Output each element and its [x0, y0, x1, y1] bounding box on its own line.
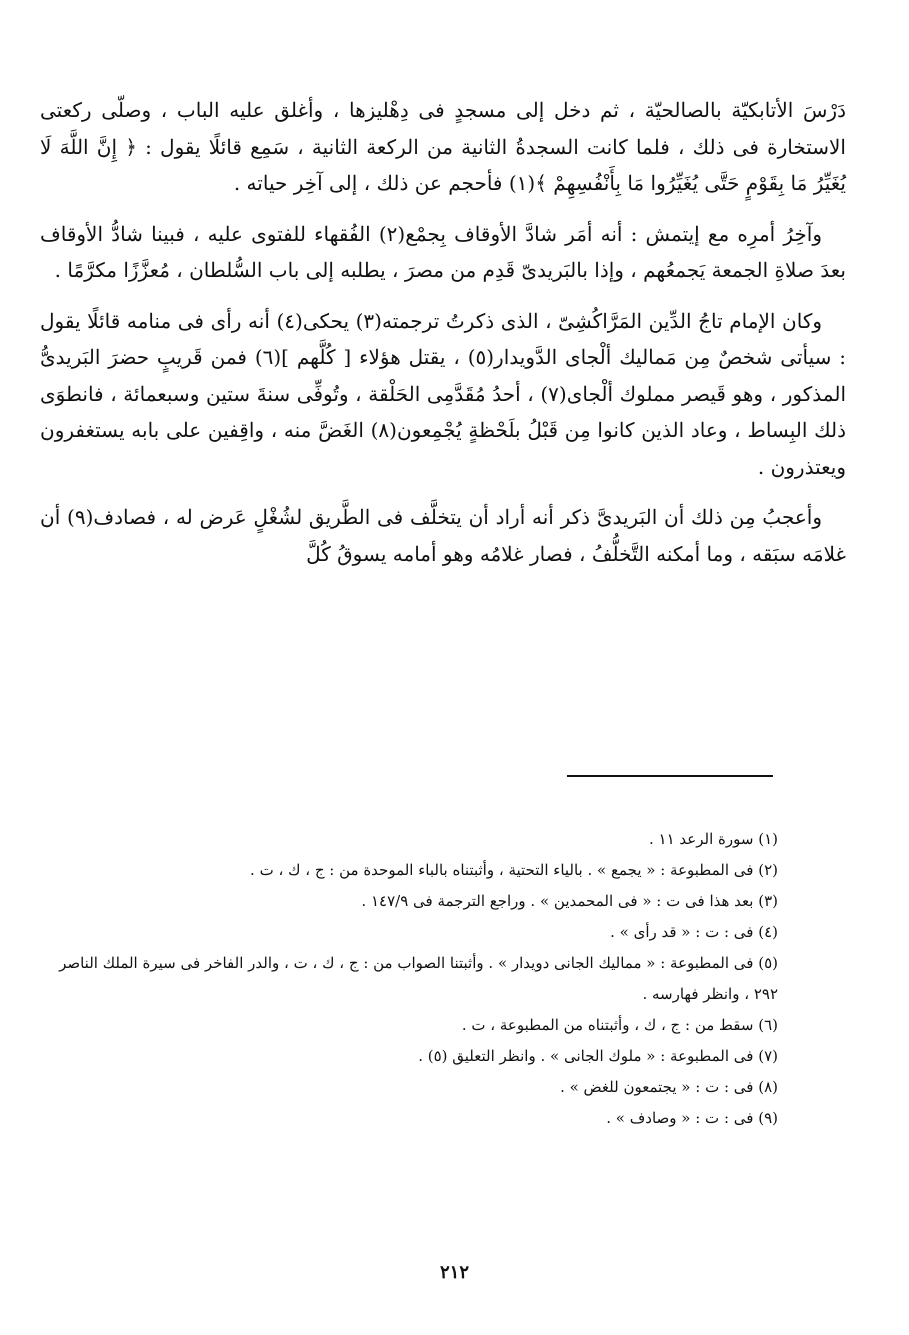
main-text: [40, 92, 846, 586]
footnote-8: (٨) فى : ت : « يجتمعون للغض » .: [560, 1078, 778, 1096]
footnote-4: (٤) فى : ت : « قد رأى » .: [610, 923, 778, 941]
paragraph-3: وكان الإمام تاجُ الدِّين المَرَّاكُشِىّ ، الذى ذكرتُ ترجمته(٣) يحكى(٤) أنه رأى فى منامه قائلًا يقول : سيأتى شخصٌ مِن مَماليك ألْجاى الدَّويدار(٥) ، يقتل هؤلاء [ كُلَّهم ](٦) فمن قَريبٍ حضرَ البَريدىُّ المذكور ، وهو قَيصر مملوك ألْجاى(٧) ، أحدُ مُقَدَّمِى الحَلْقة ، وتُوفِّى سنةَ ستين وسبعمائة ، فانطوَى ذلك البِساط ، وعاد الذين كانوا مِن قَبْلُ بلَحْظةٍ يُجْمِعون(٨) الغَضَّ منه ، واقِفين على بابه يستغفرون ويعتذرون .: [40, 308, 846, 479]
paragraph-1: دَرْسَ الأتابكيّة بالصالحيّة ، ثم دخل إلى مسجدٍ فى دِهْليزها ، وأغلق عليه الباب ، وصلّى ركعتى الاستخارة فى ذلك ، فلما كانت السجدةُ الثانية من الركعة الثانية ، سَمِع قائلًا يقول : ﴿ إِنَّ اللَّهَ لَا يُغَيِّرُ مَا بِقَوْمٍ حَتَّى يُغَيِّرُوا مَا بِأَنْفُسِهِمْ ﴾(١) فأحجم عن ذلك ، إلى آخِر حياته .: [40, 98, 846, 195]
footnote-5: (٥) فى المطبوعة : « مماليك الجانى دويدار » . وأثبتنا الصواب من : ج ، ك ، ت ، والدر الفاخر فى سيرة الملك الناصر ٢٩٢ ، وانظر فهارسه .: [59, 954, 778, 1003]
footnote-6: (٦) سقط من : ج ، ك ، وأثبتناه من المطبوعة ، ت .: [461, 1016, 778, 1034]
footnote-9: (٩) فى : ت : « وصادف » .: [606, 1109, 778, 1127]
footnotes: [38, 824, 778, 1134]
footnote-separator: [567, 775, 773, 777]
paragraph-2: وآخِرُ أمرِه مع إيتمش : أنه أمَر شادَّ الأوقاف بِجمْع(٢) الفُقهاء للفتوى عليه ، فبينا شادُّ الأوقاف بعدَ صلاةِ الجمعة يَجمعُهم ، وإذا بالبَريدىّ قَدِم من مصرَ ، يطلبه إلى باب السُّلطان ، مُعزَّزًا مكرَّمًا .: [40, 221, 846, 282]
paragraph-4: وأعجبُ مِن ذلك أن البَريدىَّ ذكر أنه أراد أن يتخلَّف فى الطَّريق لشُغْلٍ عَرض له ، فصادف(٩) أن غلامَه سبَقه ، وما أمكنه التَّخلُّفُ ، فصار غلامُه وهو أمامه يسوقُ كُلَّ: [40, 505, 846, 566]
footnote-3: (٣) بعد هذا فى ت : « فى المحمدين » . وراجع الترجمة فى ١٤٧/٩ .: [361, 892, 778, 910]
footnote-7: (٧) فى المطبوعة : « ملوك الجانى » . وانظر التعليق (٥) .: [418, 1047, 778, 1065]
footnote-2: (٢) فى المطبوعة : « يجمع » . بالياء التحتية ، وأثبتناه بالباء الموحدة من : ج ، ك ، ت .: [250, 861, 778, 879]
footnote-1: (١) سورة الرعد ١١ .: [648, 830, 778, 848]
page-number: ٢١٢: [439, 1262, 469, 1283]
